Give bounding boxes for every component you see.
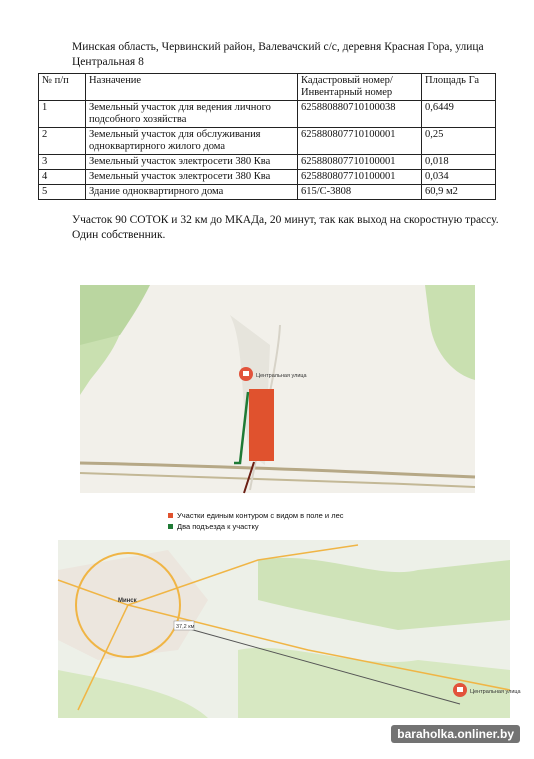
cell-area: 0,034: [422, 170, 496, 185]
header-purpose: Назначение: [86, 74, 298, 101]
cell-num: 3: [39, 155, 86, 170]
cell-cadastral: 625880807710100001: [298, 128, 422, 155]
map-background: [80, 285, 475, 493]
legend-label: Два подъезда к участку: [177, 522, 259, 531]
legend-item: [168, 510, 344, 521]
cell-purpose: Земельный участок электросети 380 Ква: [86, 170, 298, 185]
header-cadastral: Кадастровый номер/ Инвентарный номер: [298, 74, 422, 101]
table-row: [39, 155, 496, 170]
cell-purpose: Земельный участок электросети 380 Ква: [86, 155, 298, 170]
pin-label: Центральная улица: [256, 373, 307, 379]
description-note: Участок 90 СОТОК и 32 км до МКАДа, 20 минут, так как выход на скоростную трассу. Один собственник.: [72, 214, 499, 241]
table-row: [39, 170, 496, 185]
table-row: [39, 101, 496, 128]
header-num: № п/п: [39, 74, 86, 101]
parcels-table: [38, 73, 496, 200]
map-legend: [168, 510, 344, 532]
cell-num: 4: [39, 170, 86, 185]
legend-swatch-plot: [168, 513, 173, 518]
house-pin-glyph: [457, 687, 463, 692]
cell-cadastral: 625880807710100001: [298, 155, 422, 170]
cell-area: 0,018: [422, 155, 496, 170]
route-label: 37,2 км: [176, 624, 195, 630]
cell-purpose: Земельный участок для обслуживания одноквартирного жилого дома: [86, 128, 298, 155]
header-area: Площадь Га: [422, 74, 496, 101]
cell-cadastral: 615/С-3808: [298, 185, 422, 200]
pin-label: Центральная улица: [470, 689, 521, 695]
cell-num: 5: [39, 185, 86, 200]
cell-area: 60,9 м2: [422, 185, 496, 200]
house-pin-glyph: [243, 371, 249, 376]
cell-num: 2: [39, 128, 86, 155]
watermark: baraholka.onliner.by: [391, 725, 520, 743]
legend-label: Участки единым контуром с видом в поле и лес: [177, 511, 344, 520]
cell-purpose: Здание одноквартирного дома: [86, 185, 298, 200]
table-header-row: [39, 74, 496, 101]
cell-cadastral: 625880807710100001: [298, 170, 422, 185]
table-row: [39, 128, 496, 155]
cell-area: 0,6449: [422, 101, 496, 128]
region-map-drawing: [58, 540, 521, 718]
cell-cadastral: 625880880710100038: [298, 101, 422, 128]
legend-swatch-access: [168, 524, 173, 529]
table-row: [39, 185, 496, 200]
plot-map: [80, 285, 475, 493]
cell-purpose: Земельный участок для ведения личного подсобного хозяйства: [86, 101, 298, 128]
cell-num: 1: [39, 101, 86, 128]
plot-map-drawing: [80, 285, 475, 493]
document-header-address: Минская область, Червинский район, Валевачский с/с, деревня Красная Гора, улица Центральная 8: [72, 41, 484, 68]
cell-area: 0,25: [422, 128, 496, 155]
region-map: [58, 540, 521, 718]
legend-item: [168, 521, 344, 532]
plot-contour: [249, 389, 274, 461]
city-label: Минск: [118, 598, 137, 604]
